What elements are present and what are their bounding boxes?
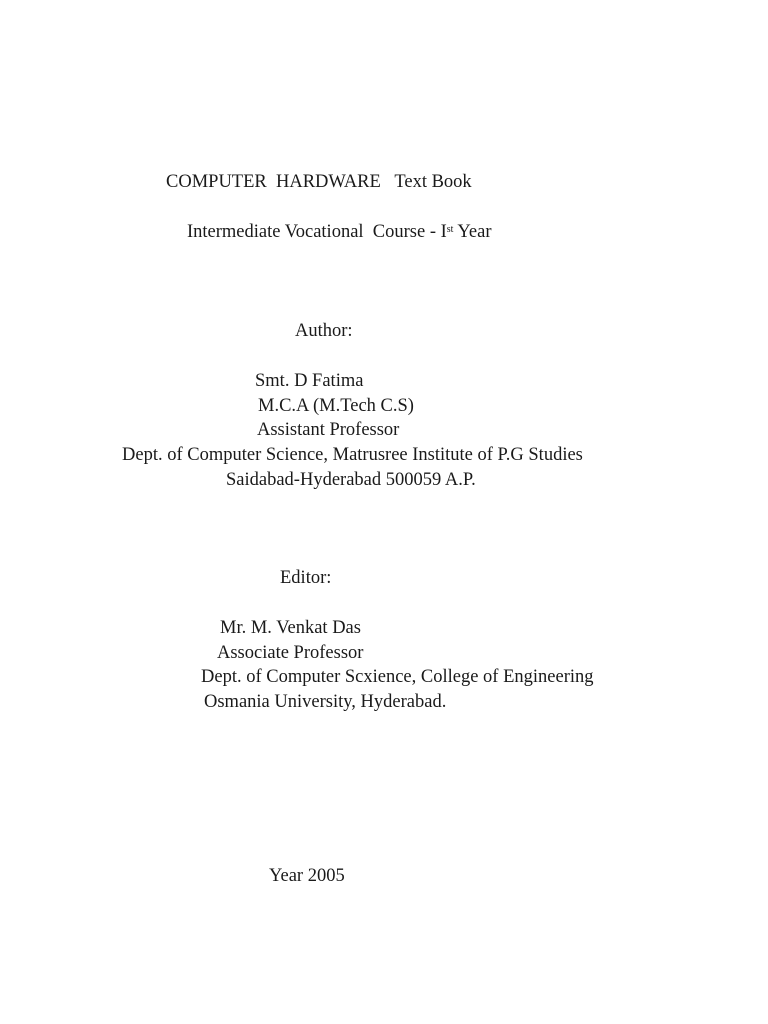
author-department: Dept. of Computer Science, Matrusree Institute of P.G Studies xyxy=(122,445,583,465)
author-heading: Author: xyxy=(295,321,353,341)
editor-heading: Editor: xyxy=(280,568,332,588)
editor-department: Dept. of Computer Scxience, College of Engineering xyxy=(201,667,594,687)
author-designation: Assistant Professor xyxy=(257,420,400,440)
publication-year: Year 2005 xyxy=(269,866,345,886)
course-suffix: Year xyxy=(453,222,492,242)
course-superscript: st xyxy=(446,224,454,235)
author-name: Smt. D Fatima xyxy=(255,371,364,391)
editor-name: Mr. M. Venkat Das xyxy=(220,618,361,638)
author-qualification: M.C.A (M.Tech C.S) xyxy=(258,396,414,416)
course-line xyxy=(187,221,491,243)
course-prefix: Intermediate Vocational Course - I xyxy=(187,222,447,242)
editor-university: Osmania University, Hyderabad. xyxy=(204,692,447,712)
author-address: Saidabad-Hyderabad 500059 A.P. xyxy=(226,470,476,490)
editor-designation: Associate Professor xyxy=(217,643,364,663)
document-title: COMPUTER HARDWARE Text Book xyxy=(166,172,472,192)
